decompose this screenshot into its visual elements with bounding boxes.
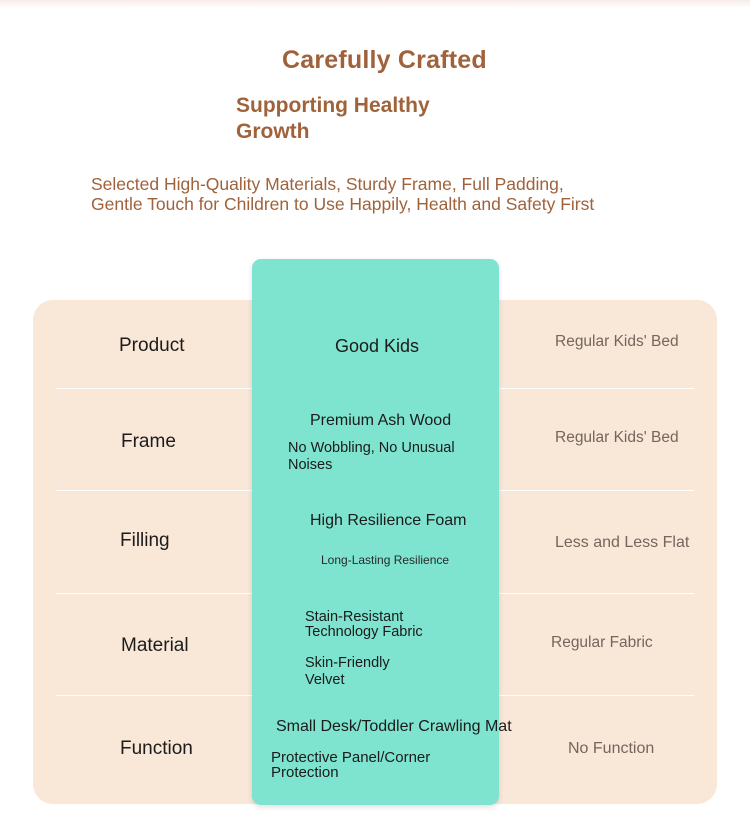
regular-frame: Regular Kids' Bed xyxy=(555,429,679,446)
good-filling-feature: High Resilience Foam xyxy=(310,512,467,529)
good-frame-detail: No Wobbling, No Unusual Noises xyxy=(288,440,455,473)
regular-filling: Less and Less Flat xyxy=(555,534,690,551)
row-label-function: Function xyxy=(120,738,193,759)
regular-material: Regular Fabric xyxy=(551,634,653,651)
row-label-product: Product xyxy=(119,335,185,356)
top-fade xyxy=(0,0,750,8)
page-subtitle: Supporting Healthy Growth xyxy=(236,94,430,143)
row-label-frame: Frame xyxy=(121,431,176,452)
good-frame-feature: Premium Ash Wood xyxy=(310,412,452,429)
regular-product: Regular Kids' Bed xyxy=(555,333,679,350)
good-function-detail: Protective Panel/Corner Protection xyxy=(271,749,431,781)
good-material-feature: Stain-Resistant Technology Fabric xyxy=(305,609,423,640)
good-kids-header: Good Kids xyxy=(335,336,420,356)
good-material-detail: Skin-Friendly Velvet xyxy=(305,655,390,688)
page-description xyxy=(91,174,691,214)
regular-function: No Function xyxy=(568,740,655,757)
description-line-1: Selected High-Quality Materials, Sturdy Frame, Full Padding, xyxy=(91,174,564,194)
description-line-2: Gentle Touch for Children to Use Happily, Health and Safety First xyxy=(91,194,595,214)
page-title: Carefully Crafted xyxy=(282,46,487,74)
good-filling-detail: Long-Lasting Resilience xyxy=(321,553,450,567)
good-function-feature: Small Desk/Toddler Crawling Mat xyxy=(276,718,512,735)
row-label-filling: Filling xyxy=(120,530,170,551)
row-label-material: Material xyxy=(121,635,189,656)
